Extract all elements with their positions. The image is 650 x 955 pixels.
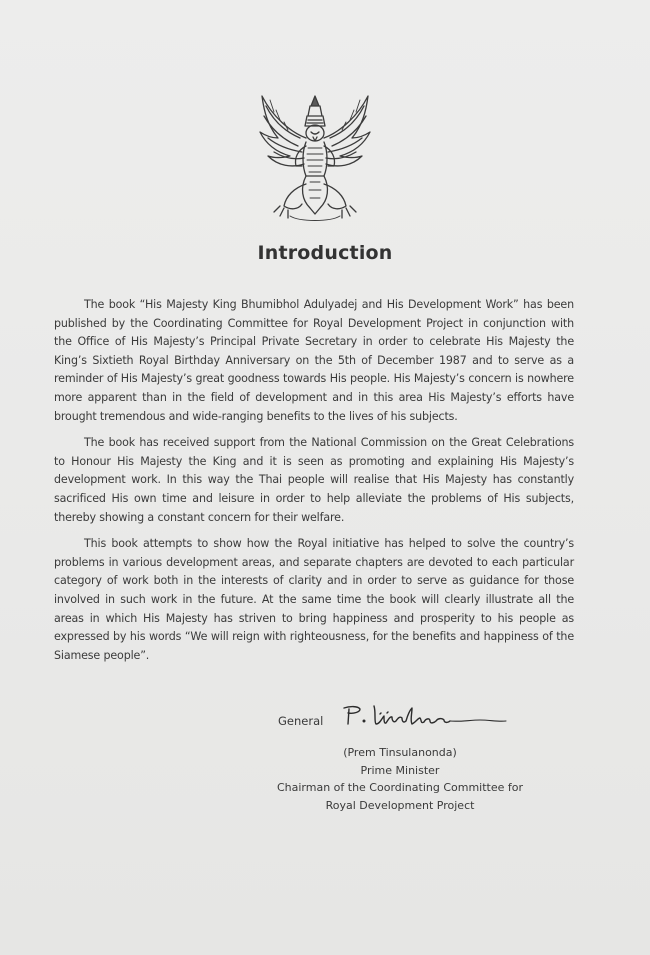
signatory-role-line-2: Royal Development Project	[325, 798, 475, 812]
paragraph-2: The book has received support from the National Commission on the Great Celebrations to Honour His Majesty the King and it is seen as promoting and explaining His Majesty’s development work. In this way the Thai people will realise that His Majesty has constantly sacrificed His own time and leisure in order to help alleviate the problems of His subjects, thereby showing a constant concern for their welfare.	[54, 436, 574, 524]
signatory-block	[240, 744, 560, 814]
signatory-name: (Prem Tinsulanonda)	[343, 746, 457, 759]
signatory-role-line-1: Chairman of the Coordinating Committee for	[276, 781, 524, 794]
handwritten-signature	[340, 700, 510, 734]
page-title: Introduction	[257, 242, 393, 264]
signatory-position: Prime Minister	[360, 763, 440, 777]
signature-rank: General	[278, 714, 324, 728]
signature-line	[278, 700, 518, 736]
paragraph-1: The book “His Majesty King Bhumibhol Adulyadej and His Development Work” has been published by the Coordinating Committee for Royal Development Project in conjunction with the Office of His Majesty’s Principal Private Secretary in order to celebrate His Majesty the King’s Sixtieth Royal Birthday Anniversary on the 5th of December 1987 and to serve as a reminder of His Majesty’s great goodness towards His people. His Majesty’s concern is nowhere more apparent than in the field of development and in this area His Majesty’s efforts have brought tremendous and wide-ranging benefits to the lives of his subjects.	[54, 298, 574, 423]
introduction-body	[54, 296, 574, 673]
garuda-emblem-icon	[250, 92, 380, 224]
paragraph-3: This book attempts to show how the Royal initiative has helped to solve the country’s problems in various development areas, and separate chapters are devoted to each particular category of work both in the interests of clarity and in order to serve as guidance for those involved in such work in the future. At the same time the book will clearly illustrate all the areas in which His Majesty has striven to bring happiness and prosperity to his people as expressed by his words “We will reign with righteousness, for the benefits and happiness of the Siamese people”.	[54, 537, 574, 662]
